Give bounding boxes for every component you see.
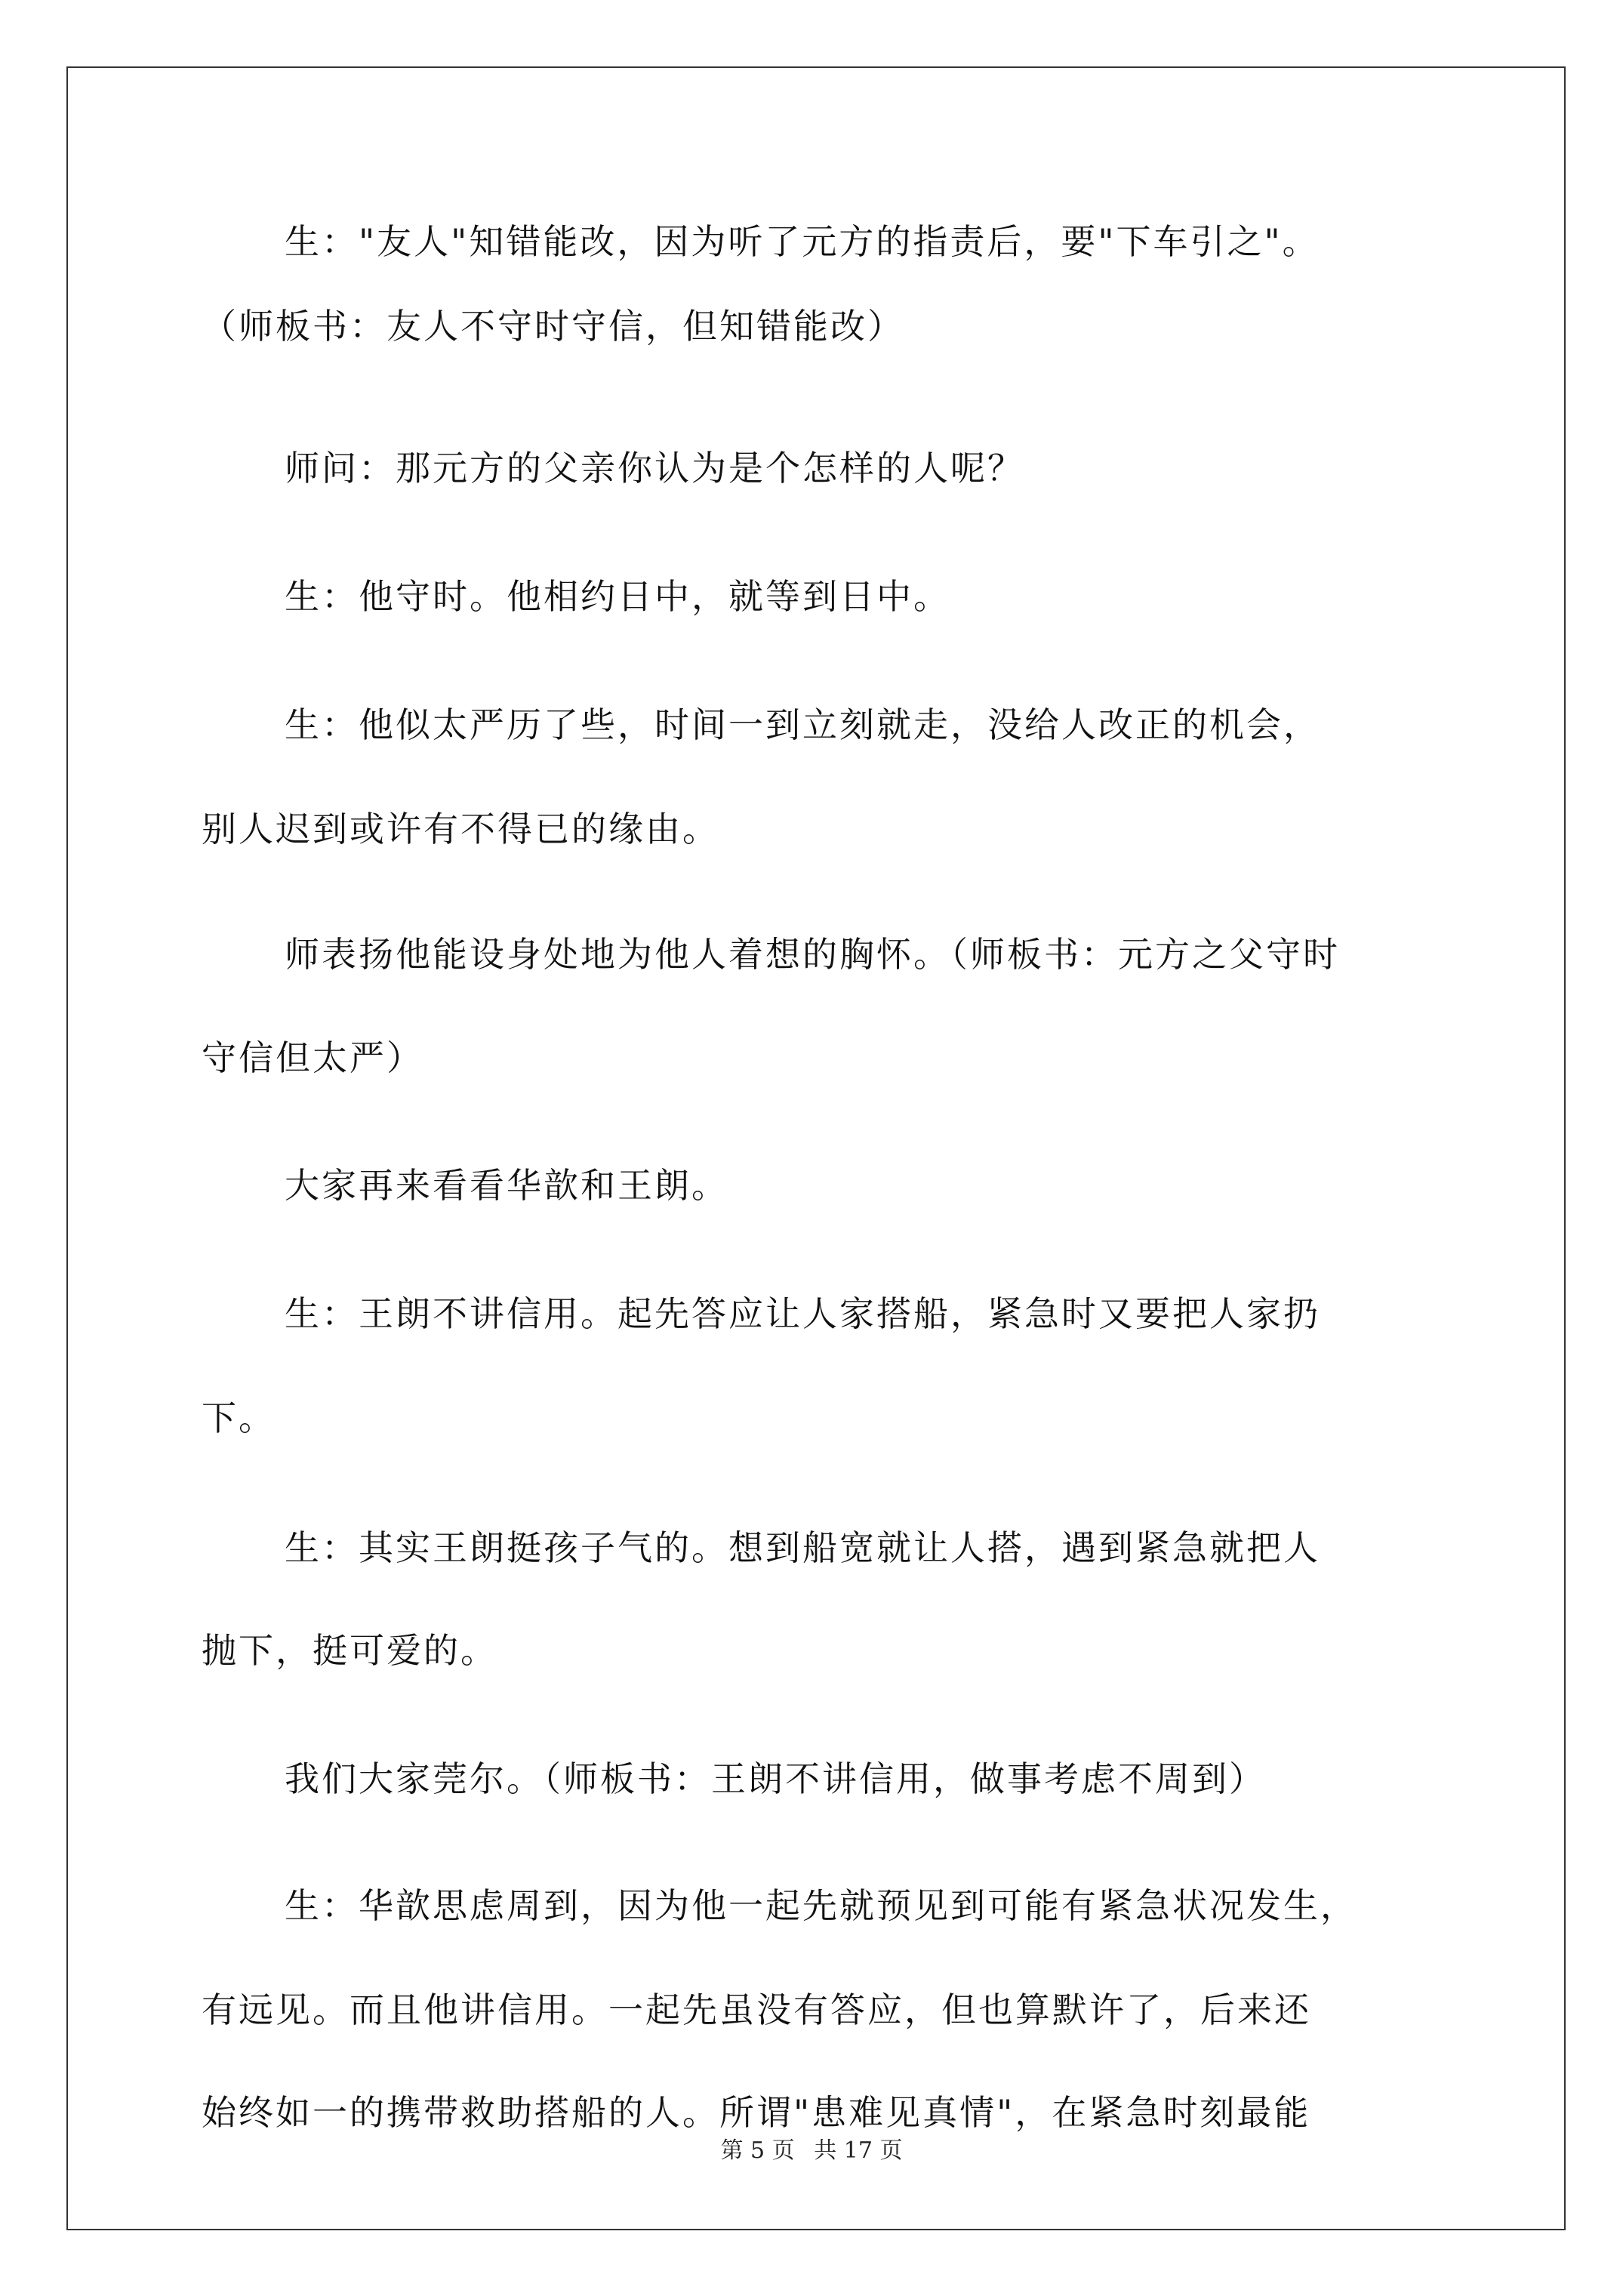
text-line: 生：其实王朗挺孩子气的。想到船宽就让人搭，遇到紧急就把人 [285,1527,1320,1568]
text-line: 下。 [202,1398,276,1438]
page-number-current: 第 5 页 [720,2137,795,2164]
text-line: 别人迟到或许有不得已的缘由。 [202,809,719,849]
text-line: 守信但太严） [202,1037,423,1078]
text-line: 有远见。而且他讲信用。一起先虽没有答应，但也算默许了，后来还 [202,1989,1311,2030]
text-line: 抛下，挺可爱的。 [202,1630,497,1671]
text-line: 生：华歆思虑周到，因为他一起先就预见到可能有紧急状况发生， [285,1885,1357,1926]
text-line: 始终如一的携带救助搭船的人。所谓"患难见真情"，在紧急时刻最能 [202,2092,1311,2133]
text-line: 生："友人"知错能改，因为听了元方的指责后，要"下车引之"。 [285,221,1320,262]
text-line: 师表扬他能设身处地为他人着想的胸怀。（师板书：元方之父守时 [285,934,1340,975]
text-line: 生：他似太严历了些，时间一到立刻就走，没给人改正的机会， [285,704,1320,745]
text-line: 我们大家莞尔。（师板书：王朗不讲信用，做事考虑不周到） [285,1758,1266,1799]
text-line: 生：王朗不讲信用。起先答应让人家搭船，紧急时又要把人家扔 [285,1293,1320,1334]
page-footer [0,2136,1623,2166]
text-line: 生：他守时。他相约日中，就等到日中。 [285,576,950,617]
page-number-total: 共 17 页 [814,2137,903,2164]
text-line: 大家再来看看华歆和王朗。 [285,1165,728,1206]
text-line: （师板书：友人不守时守信，但知错能改） [202,306,904,347]
text-line: 师问：那元方的父亲你认为是个怎样的人呢？ [285,448,1024,488]
